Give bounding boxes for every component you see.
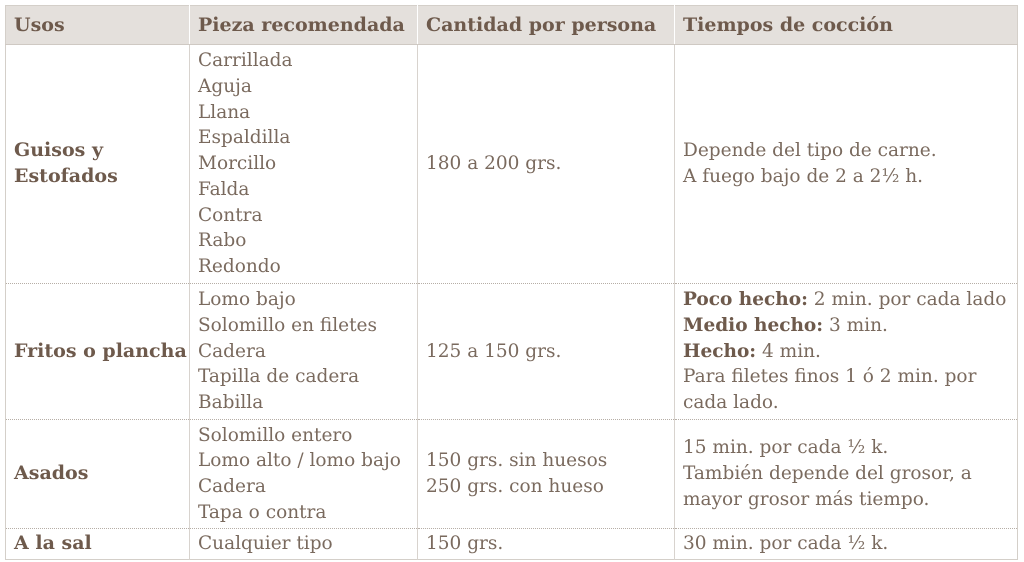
tiempo-line: [683, 339, 1009, 365]
cantidad-text: 250 grs. con hueso: [426, 476, 604, 497]
cantidad-cell: [418, 284, 675, 420]
uso-cell: [6, 284, 190, 420]
tiempo-label: Medio hecho:: [683, 314, 824, 336]
tiempo-line: [683, 531, 1009, 557]
tiempo-text: Para filetes finos 1 ó 2 min. por cada lado.: [683, 366, 977, 414]
pieza-item: Rabo: [198, 230, 247, 252]
header-cantidad-por-persona: Cantidad por persona: [418, 6, 675, 45]
cantidad-text: 180 a 200 grs.: [426, 153, 562, 175]
tiempo-text: 2 min. por cada lado: [807, 289, 1007, 311]
tiempo-text: También depende del grosor, a mayor grosor más tiempo.: [683, 463, 972, 510]
header-row: [6, 6, 1018, 45]
pieza-cell: [190, 284, 418, 420]
pieza-item: Cadera: [198, 340, 266, 362]
tiempo-label: Poco hecho:: [683, 289, 808, 311]
cantidad-cell: [418, 420, 675, 529]
pieza-cell: [190, 420, 418, 529]
cantidad-text: 125 a 150 grs.: [426, 340, 562, 362]
uso-cell: [6, 529, 190, 560]
cantidad-text: 150 grs. sin huesos: [426, 450, 608, 472]
cantidad-text: 150 grs.: [426, 533, 504, 555]
header-tiempos-de-coccion: Tiempos de cocción: [675, 6, 1018, 45]
pieza-item: Cadera: [198, 476, 266, 497]
pieza-item: Tapilla de cadera: [198, 366, 360, 388]
header-usos: Usos: [6, 6, 190, 45]
uso-text: Fritos o plancha: [14, 339, 187, 362]
pieza-cell: [190, 45, 418, 284]
table-row: [6, 284, 1018, 420]
pieza-item: Lomo alto / lomo bajo: [198, 450, 401, 472]
pieza-item: Lomo bajo: [198, 289, 296, 311]
pieza-item: Aguja: [198, 76, 252, 98]
tiempo-line: [683, 138, 1009, 164]
pieza-item: Redondo: [198, 255, 281, 277]
tiempos-cell: [675, 45, 1018, 284]
tiempo-text: 4 min.: [756, 340, 821, 362]
pieza-item: Carrillada: [198, 50, 293, 72]
cantidad-cell: [418, 45, 675, 284]
tiempo-text: 3 min.: [823, 314, 888, 336]
uso-text: Asados: [14, 462, 89, 485]
tiempo-text: A fuego bajo de 2 a 2½ h.: [683, 166, 924, 187]
uso-text: Estofados: [14, 165, 118, 187]
tiempos-cell: [675, 284, 1018, 420]
tiempo-line: [683, 313, 1009, 339]
tiempo-line: [683, 364, 1009, 415]
tiempo-label: Hecho:: [683, 340, 757, 362]
pieza-item: Morcillo: [198, 153, 277, 175]
pieza-item: Contra: [198, 204, 263, 226]
meat-cuts-table: [5, 5, 1018, 560]
cantidad-cell: [418, 529, 675, 560]
pieza-item: Llana: [198, 101, 251, 123]
pieza-item: Cualquier tipo: [198, 533, 333, 555]
pieza-item: Solomillo entero: [198, 424, 353, 446]
uso-text: A la sal: [14, 532, 92, 555]
tiempo-text: 15 min. por cada ½ k.: [683, 437, 889, 459]
pieza-item: Falda: [198, 178, 250, 200]
table-row: [6, 45, 1018, 284]
pieza-item: Espaldilla: [198, 127, 291, 149]
uso-cell: [6, 45, 190, 284]
pieza-item: Babilla: [198, 392, 264, 414]
tiempos-cell: [675, 420, 1018, 529]
uso-cell: [6, 420, 190, 529]
tiempo-text: 30 min. por cada ½ k.: [683, 533, 889, 555]
pieza-cell: [190, 529, 418, 560]
header-pieza-recomendada: Pieza recomendada: [190, 6, 418, 45]
meat-cuts-table-wrapper: [5, 5, 1018, 560]
table-row: [6, 420, 1018, 529]
uso-text: Guisos y: [14, 139, 103, 162]
tiempo-line: [683, 435, 1009, 461]
tiempo-line: [683, 461, 1009, 512]
pieza-item: Solomillo en filetes: [198, 314, 378, 336]
tiempo-text: Depende del tipo de carne.: [683, 140, 937, 162]
pieza-item: Tapa o contra: [198, 501, 327, 523]
table-row: [6, 529, 1018, 560]
tiempo-line: [683, 287, 1009, 313]
tiempo-line: [683, 164, 1009, 190]
tiempos-cell: [675, 529, 1018, 560]
